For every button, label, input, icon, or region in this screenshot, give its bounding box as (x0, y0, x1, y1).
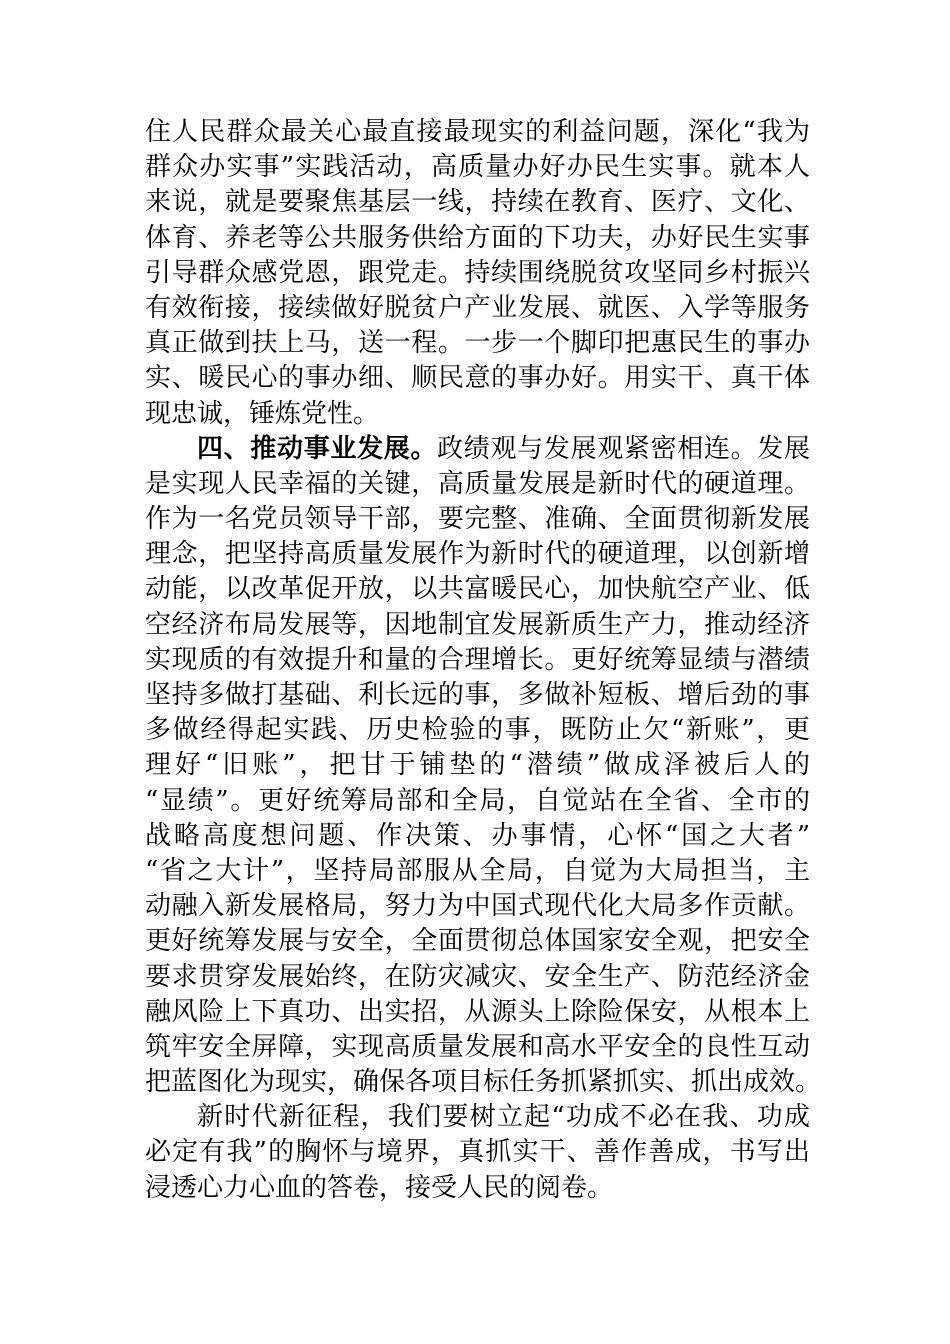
text-line: 现忠诚，锤炼党性。 (145, 398, 380, 429)
text-line: 实现质的有效提升和量的合理增长。更好统筹显绩与潜绩 (145, 644, 810, 675)
text-line: 战略高度想问题、作决策、办事情，心怀“国之大者” (145, 820, 810, 851)
text-line: 实、暖民心的事办细、顺民意的事办好。用实干、真干体 (145, 363, 810, 394)
text-line: 体育、养老等公共服务供给方面的下功夫，办好民生实事 (145, 222, 810, 253)
text-line: 坚持多做打基础、利长远的事，多做补短板、增后劲的事 (145, 680, 810, 710)
text-line: 融风险上下真功、出实招，从源头上除险保安，从根本上 (145, 996, 810, 1027)
text-line: 作为一名党员领导干部，要完整、准确、全面贯彻新发展 (145, 504, 810, 535)
paragraph-development (145, 432, 822, 1101)
paragraph-first-line (145, 432, 810, 467)
text-line: 住人民群众最关心最直接最现实的利益问题，深化“我为 (145, 117, 810, 147)
text-line: 更好统筹发展与安全，全面贯彻总体国家安全观，把安全 (145, 926, 810, 957)
text-line: 有效衔接，接续做好脱贫户产业发展、就医、入学等服务 (145, 292, 810, 323)
text-line: 多做经得起实践、历史检验的事，既防止欠“新账”，更 (145, 715, 810, 746)
document-body (145, 115, 822, 1206)
text-line: 理念，把坚持高质量发展作为新时代的硬道理，以创新增 (145, 539, 810, 570)
text-line: 空经济布局发展等，因地制宜发展新质生产力，推动经济 (145, 609, 810, 640)
text-line: 是实现人民幸福的关键，高质量发展是新时代的硬道理。 (145, 468, 810, 499)
text-line: 动融入新发展格局，努力为中国式现代化大局多作贡献。 (145, 891, 810, 922)
text-line: 筑牢安全屏障，实现高质量发展和高水平安全的良性互动 (145, 1031, 810, 1062)
text-line: 要求贯穿发展始终，在防灾减灾、安全生产、防范经济金 (145, 961, 810, 992)
paragraph-livelihood (145, 115, 810, 432)
text-fragment: 政绩观与发展观紧密相连。发展 (437, 433, 810, 464)
text-line: “省之大计”，坚持局部服从全局，自觉为大局担当，主 (145, 855, 810, 886)
text-line: 浸透心力心血的答卷，接受人民的阅卷。 (145, 1172, 614, 1203)
text-line: 来说，就是要聚焦基层一线，持续在教育、医疗、文化、 (145, 187, 810, 218)
text-line: 把蓝图化为现实，确保各项目标任务抓紧抓实、抓出成效。 (145, 1067, 822, 1098)
text-line: 群众办实事”实践活动，高质量办好办民生实事。就本人 (145, 152, 810, 183)
paragraph-conclusion (145, 1100, 810, 1206)
text-line: 真正做到扶上马，送一程。一步一个脚印把惠民生的事办 (145, 328, 810, 359)
text-line: “显绩”。更好统筹局部和全局，自觉站在全省、全市的 (145, 785, 810, 816)
text-line: 引导群众感党恩，跟党走。持续围绕脱贫攻坚同乡村振兴 (145, 257, 810, 288)
text-line: 新时代新征程，我们要树立起“功成不必在我、功成 (197, 1102, 810, 1133)
text-line: 必定有我”的胸怀与境界，真抓实干、善作善成，书写出 (145, 1137, 810, 1168)
text-line: 理好“旧账”，把甘于铺垫的“潜绩”做成泽被后人的 (145, 750, 810, 781)
text-line: 动能，以改革促开放，以共富暖民心，加快航空产业、低 (145, 574, 810, 605)
section-heading: 四、推动事业发展。 (197, 433, 438, 464)
